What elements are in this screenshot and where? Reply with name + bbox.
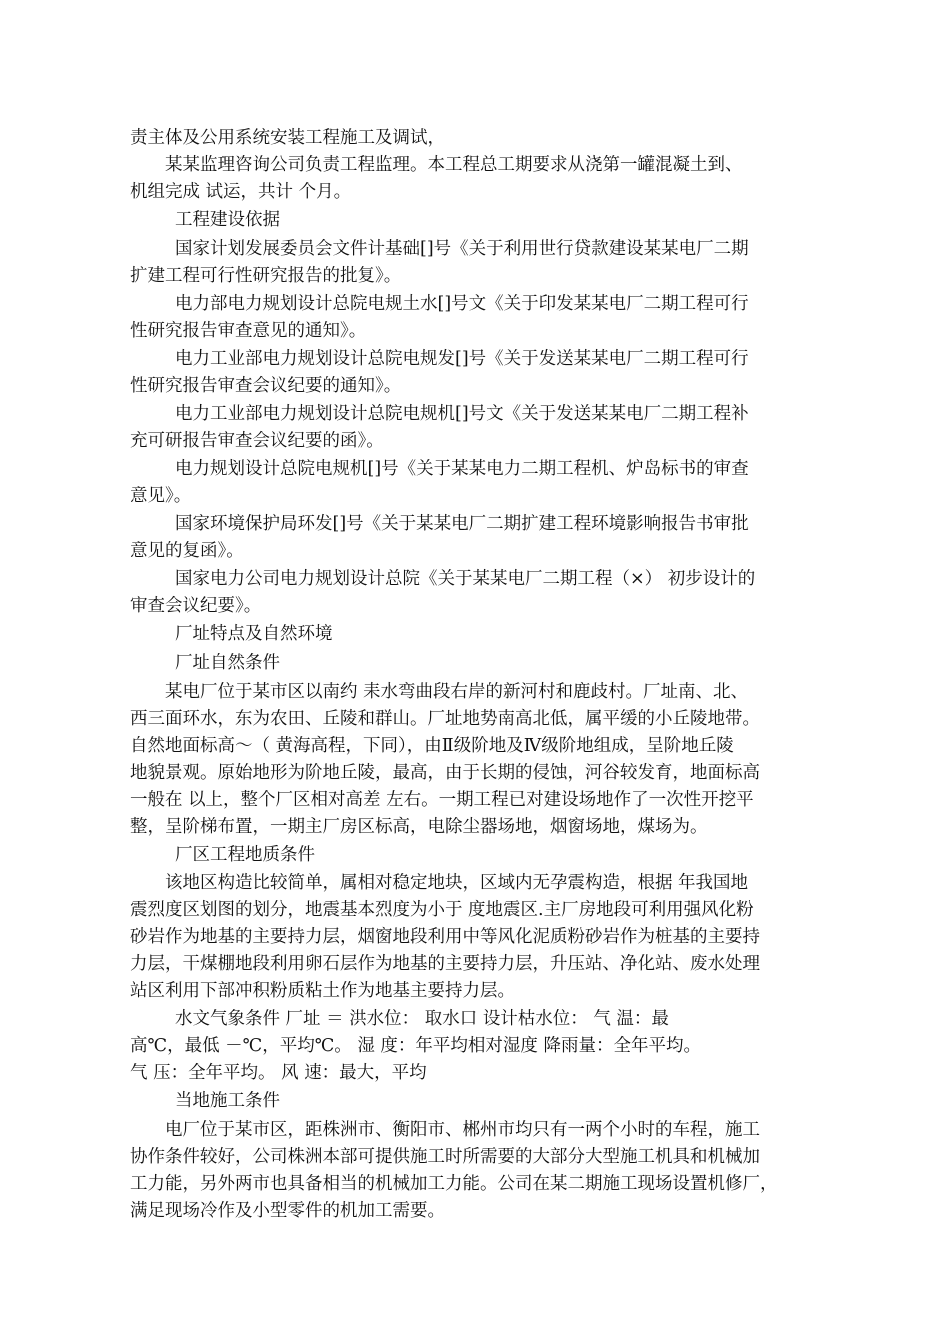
- section-heading-natural: 厂址自然条件: [175, 653, 280, 673]
- text-line-16: 意见的复函》。: [130, 541, 244, 561]
- text-line-37: 电厂位于某市区，距株洲市、衡阳市、郴州市均只有一两个小时的车程，施工: [165, 1120, 760, 1140]
- text-line-24: 地貌景观。原始地形为阶地丘陵，最高，由于长期的侵蚀，河谷较发育，地面标高: [130, 763, 760, 783]
- text-line-38: 协作条件较好，公司株洲本部可提供施工时所需要的大部分大型施工机具和机械加: [130, 1147, 760, 1167]
- text-line-21: 某电厂位于某市区以南约 耒水弯曲段右岸的新河村和鹿歧村。厂址南、北、: [165, 682, 749, 702]
- text-line-23: 自然地面标高～（ 黄海高程，下同），由Ⅱ级阶地及Ⅳ级阶地组成，呈阶地丘陵: [130, 736, 734, 756]
- text-line-13: 电力规划设计总院电规机[]号《关于某某电力二期工程机、炉岛标书的审查: [175, 459, 749, 479]
- text-line-31: 力层，干煤棚地段利用卵石层作为地基的主要持力层，升压站、净化站、废水处理: [130, 954, 760, 974]
- text-line-1: 责主体及公用系统安装工程施工及调试，: [130, 128, 445, 148]
- section-heading-site: 厂址特点及自然环境: [175, 624, 333, 644]
- text-line-15: 国家环境保护局环发[]号《关于某某电厂二期扩建工程环境影响报告书审批: [175, 514, 749, 534]
- text-line-2: 某某监理咨询公司负责工程监理。本工程总工期要求从浇第一罐混凝土到、: [165, 155, 743, 175]
- text-line-32: 站区利用下部冲积粉质粘土作为地基主要持力层。: [130, 981, 515, 1001]
- text-line-22: 西三面环水，东为农田、丘陵和群山。厂址地势南高北低，属平缓的小丘陵地带。: [130, 709, 760, 729]
- text-line-34: 高℃，最低 －℃，平均℃。 湿 度：年平均相对湿度 降雨量：全年平均。: [130, 1036, 701, 1056]
- text-line-5: 国家计划发展委员会文件计基础[]号《关于利用世行贷款建设某某电厂二期: [175, 239, 749, 259]
- text-line-8: 性研究报告审查意见的通知》。: [130, 321, 367, 341]
- text-line-18: 审查会议纪要》。: [130, 596, 262, 616]
- text-line-28: 该地区构造比较简单，属相对稳定地块，区域内无孕震构造，根据 年我国地: [165, 873, 749, 893]
- text-line-29: 震烈度区划图的划分，地震基本烈度为小于 度地震区.主厂房地段可利用强风化粉: [130, 900, 754, 920]
- text-line-14: 意见》。: [130, 486, 192, 506]
- text-line-6: 扩建工程可行性研究报告的批复》。: [130, 266, 402, 286]
- text-line-25: 一般在 以上，整个厂区相对高差 左右。一期工程已对建设场地作了一次性开挖平: [130, 790, 754, 810]
- section-heading-basis: 工程建设依据: [175, 210, 280, 230]
- section-heading-geology: 厂区工程地质条件: [175, 845, 315, 865]
- text-line-10: 性研究报告审查会议纪要的通知》。: [130, 376, 402, 396]
- text-line-40: 满足现场冷作及小型零件的机加工需要。: [130, 1201, 445, 1221]
- text-line-30: 砂岩作为地基的主要持力层，烟窗地段利用中等风化泥质粉砂岩作为桩基的主要持: [130, 927, 760, 947]
- text-line-39: 工力能，另外两市也具备相当的机械加工力能。公司在某二期施工现场设置机修厂，: [130, 1174, 778, 1194]
- text-line-33: 水文气象条件 厂址 ＝ 洪水位： 取水口 设计枯水位： 气 温：最: [175, 1009, 669, 1029]
- text-line-3: 机组完成 试运，共计 个月。: [130, 182, 352, 202]
- text-line-7: 电力部电力规划设计总院电规土水[]号文《关于印发某某电厂二期工程可行: [175, 294, 749, 314]
- section-heading-construction: 当地施工条件: [175, 1091, 280, 1111]
- text-line-9: 电力工业部电力规划设计总院电规发[]号《关于发送某某电厂二期工程可行: [175, 349, 749, 369]
- text-line-26: 整，呈阶梯布置，一期主厂房区标高，电除尘器场地，烟窗场地，煤场为。: [130, 817, 708, 837]
- text-line-12: 充可研报告审查会议纪要的函》。: [130, 431, 384, 451]
- text-line-11: 电力工业部电力规划设计总院电规机[]号文《关于发送某某电厂二期工程补: [175, 404, 749, 424]
- text-line-35: 气 压：全年平均。 风 速：最大，平均: [130, 1063, 427, 1083]
- text-line-17: 国家电力公司电力规划设计总院《关于某某电厂二期工程（×） 初步设计的: [175, 569, 756, 589]
